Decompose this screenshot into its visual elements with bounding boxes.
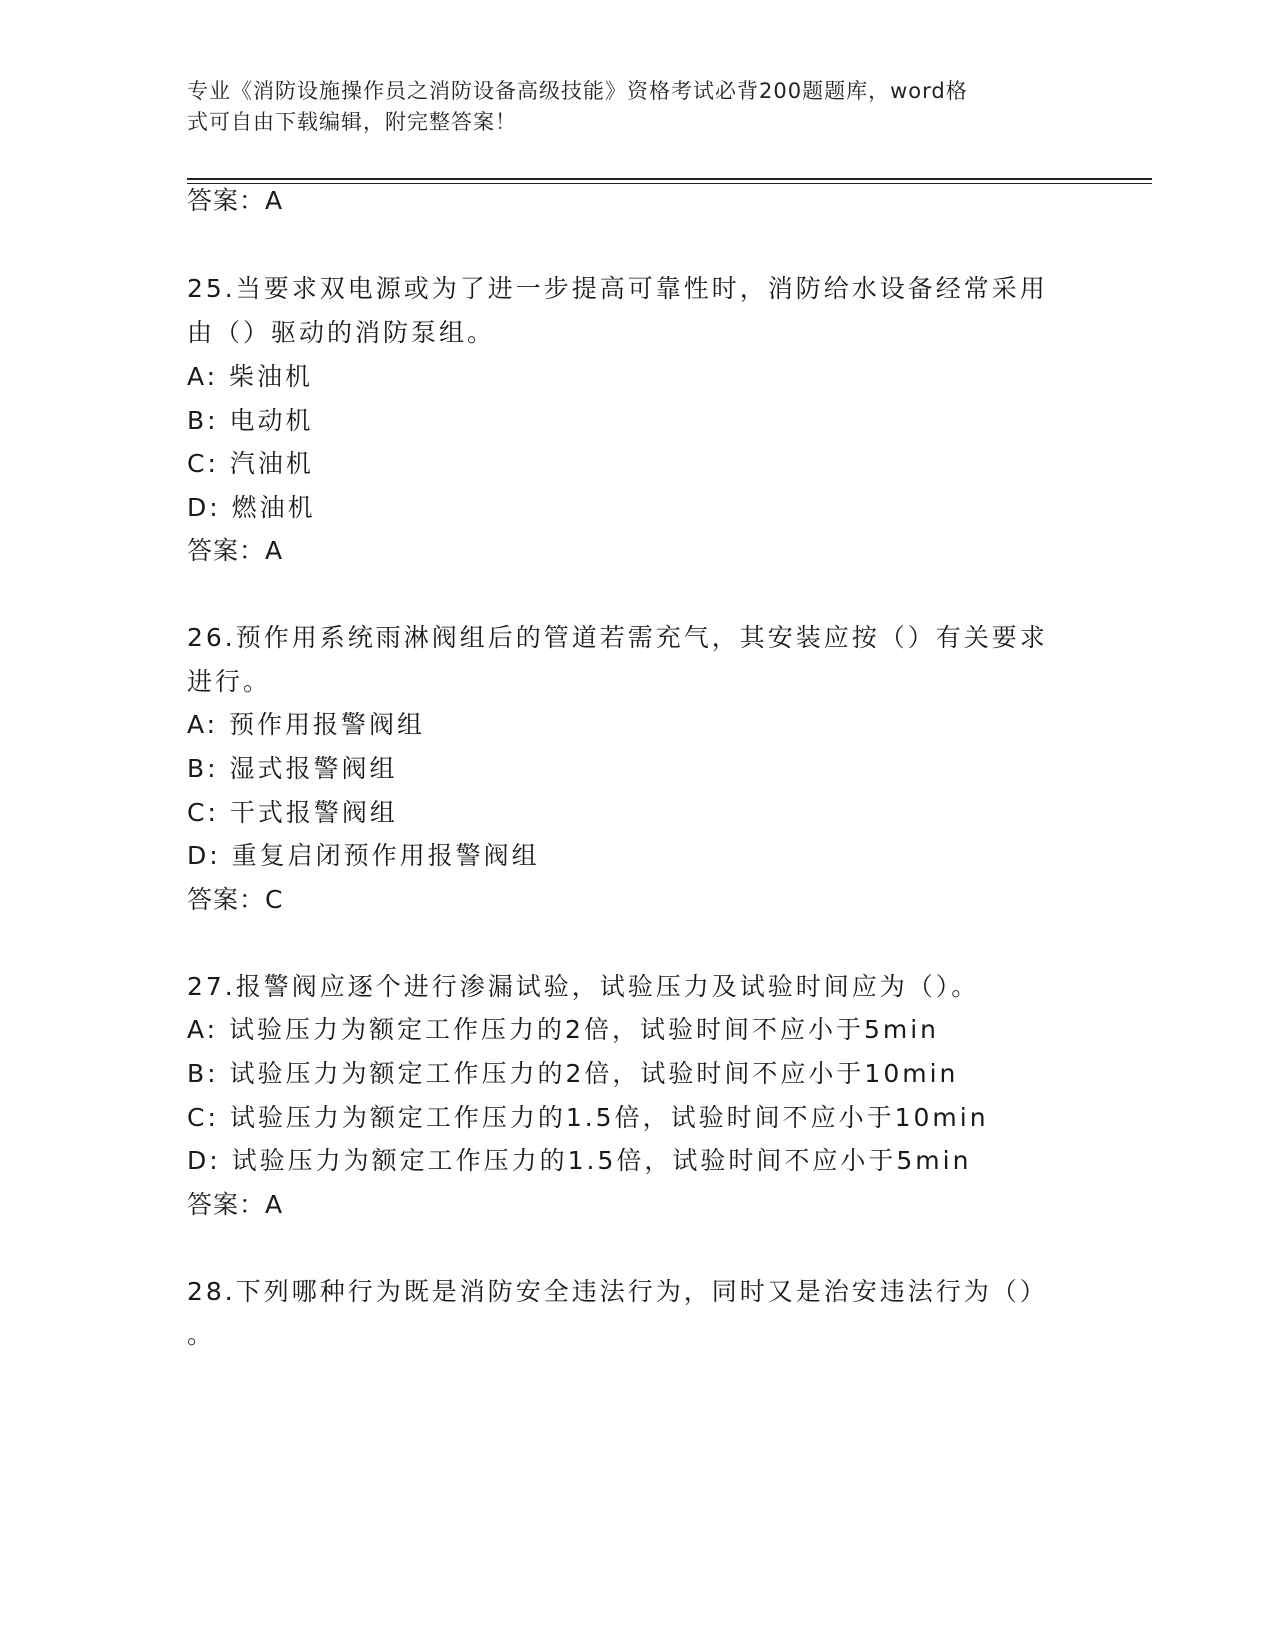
question-25-answer: 答案：A (187, 536, 284, 565)
question-26-option-d: D: 重复启闭预作用报警阀组 (187, 841, 540, 870)
question-28-stem: 28.下列哪种行为既是消防安全违法行为，同时又是治安违法行为（） (187, 1277, 1048, 1306)
question-26-option-c: C: 干式报警阀组 (187, 798, 398, 827)
question-25-option-c: C: 汽油机 (187, 449, 314, 478)
question-27-option-a: A: 试验压力为额定工作压力的2倍，试验时间不应小于5min (187, 1015, 939, 1044)
header-line: 式可自由下载编辑，附完整答案！ (187, 110, 517, 134)
question-25-option-d: D: 燃油机 (187, 493, 316, 522)
question-27-option-b: B: 试验压力为额定工作压力的2倍，试验时间不应小于10min (187, 1059, 959, 1088)
question-27-stem: 27.报警阀应逐个进行渗漏试验，试验压力及试验时间应为（）。 (187, 972, 980, 1001)
question-26-option-b: B: 湿式报警阀组 (187, 754, 398, 783)
question-26-stem-cont: 进行。 (187, 667, 272, 696)
question-25-stem-cont: 由（）驱动的消防泵组。 (187, 318, 496, 347)
question-25-option-a: A: 柴油机 (187, 362, 314, 391)
question-28-stem-cont: 。 (187, 1320, 216, 1349)
header-line: 专业《消防设施操作员之消防设备高级技能》资格考试必背200题题库，word格 (187, 79, 968, 103)
answer-line: 答案：A (187, 186, 284, 215)
question-27-answer: 答案：A (187, 1190, 284, 1219)
question-26-option-a: A: 预作用报警阀组 (187, 710, 426, 739)
question-27-option-c: C: 试验压力为额定工作压力的1.5倍，试验时间不应小于10min (187, 1103, 989, 1132)
question-25-option-b: B: 电动机 (187, 406, 314, 435)
question-26-answer: 答案：C (187, 885, 284, 914)
document-header (187, 76, 1067, 138)
header-divider-thin (187, 183, 1152, 184)
question-25-stem: 25.当要求双电源或为了进一步提高可靠性时，消防给水设备经常采用 (187, 274, 1048, 303)
header-divider (187, 178, 1152, 180)
question-27-option-d: D: 试验压力为额定工作压力的1.5倍，试验时间不应小于5min (187, 1146, 972, 1175)
question-26-stem: 26.预作用系统雨淋阀组后的管道若需充气，其安装应按（）有关要求 (187, 623, 1048, 652)
